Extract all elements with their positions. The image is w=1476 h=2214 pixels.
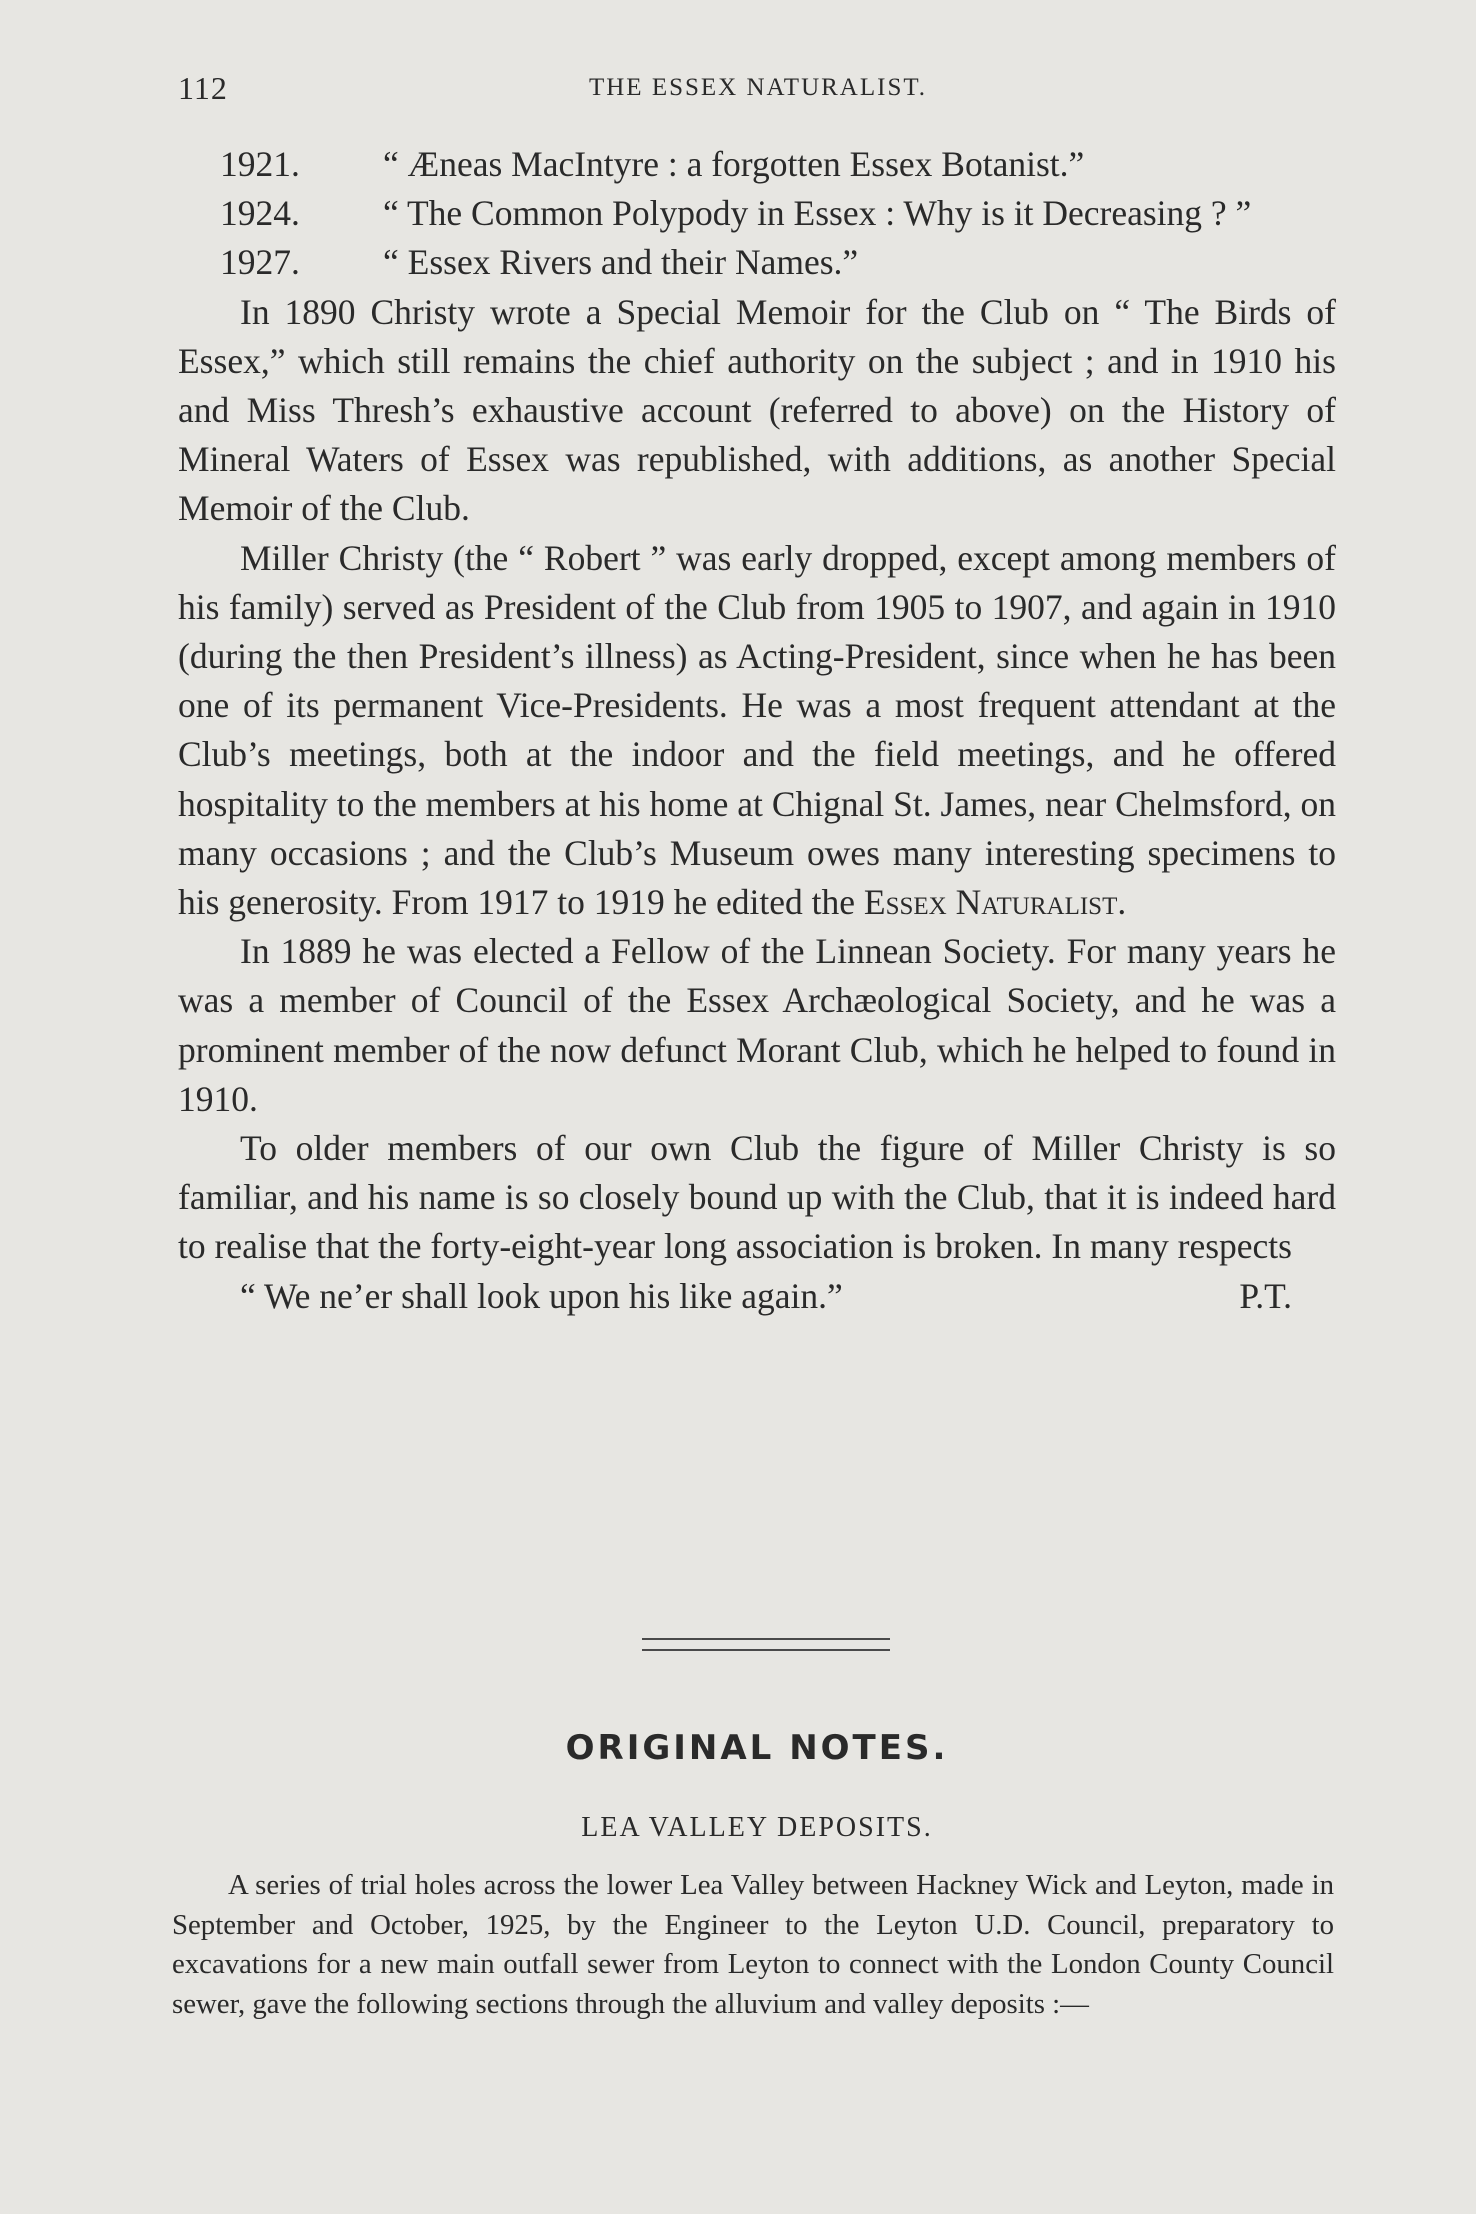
- paragraph-presidency: [178, 534, 1336, 928]
- publication-entry: [178, 189, 1336, 238]
- running-title: THE ESSEX NATURALIST.: [588, 74, 928, 101]
- paragraph-presidency-text: Miller Christy (the “ Robert ” was early dropped, except among members of his family) served as President of the Club from 1905 to 1907, and again in 1910 (during the then President’s illness) as Acting-President, since when he has been one of its permanent Vice-Presidents. He was a most frequent attendant at the Club’s meetings, both at the indoor and the field meetings, and he offered hospitality to the members at his home at Chignal St. James, near Chelmsford, on many occasions ; and the Club’s Museum owes many interesting specimens to his generosity. From 1917 to 1919 he edited the: [178, 537, 1336, 923]
- publication-entry: [178, 238, 1336, 287]
- closing-quote-line: [178, 1272, 1336, 1321]
- publication-title: “ Æneas MacIntyre : a forgotten Essex Botanist.”: [383, 144, 1085, 184]
- paragraph-birds-of-essex: In 1890 Christy wrote a Special Memoir for the Club on “ The Birds of Essex,” which still remains the chief authority on the subject ; and in 1910 his and Miss Thresh’s exhaustive account (referred to above) on the History of Mineral Waters of Essex was republished, with additions, as another Special Memoir of the Club.: [178, 291, 1336, 529]
- section-heading: ORIGINAL NOTES.: [565, 1728, 949, 1768]
- publication-title: “ The Common Polypody in Essex : Why is it Decreasing ? ”: [383, 193, 1252, 234]
- publication-year: 1921.: [220, 144, 300, 184]
- memoir-body: [178, 140, 1336, 1321]
- author-initials: P.T.: [1239, 1275, 1292, 1316]
- paragraph-tribute: To older members of our own Club the figure of Miller Christy is so familiar, and his name is so closely bound up with the Club, that it is indeed hard to realise that the forty-eight-year long association is broken. In many respects: [178, 1128, 1336, 1267]
- journal-title: Essex Naturalist.: [863, 882, 1127, 923]
- publication-year: 1927.: [220, 242, 300, 283]
- page-header: [178, 70, 1338, 116]
- publication-title: “ Essex Rivers and their Names.”: [383, 242, 859, 283]
- note-title: LEA VALLEY DEPOSITS.: [581, 1812, 933, 1843]
- closing-quote: “ We ne’er shall look upon his like again.”: [240, 1275, 843, 1316]
- publication-entry: [178, 140, 1336, 189]
- section-divider: [642, 1638, 890, 1651]
- paragraph-linnean-society: In 1889 he was elected a Fellow of the Linnean Society. For many years he was a member of Council of the Essex Archæological Society, and he was a prominent member of the now defunct Morant Club, which he helped to found in 1910.: [178, 931, 1336, 1119]
- note-paragraph: A series of trial holes across the lower Lea Valley between Hackney Wick and Leyton, made in September and October, 1925, by the Engineer to the Leyton U.D. Council, preparatory to excavations for a new main outfall sewer from Leyton to connect with the London County Council sewer, gave the following sections through the alluvium and valley deposits :—: [172, 1869, 1334, 2020]
- page-number: 112: [178, 70, 228, 106]
- publication-year: 1924.: [220, 193, 300, 234]
